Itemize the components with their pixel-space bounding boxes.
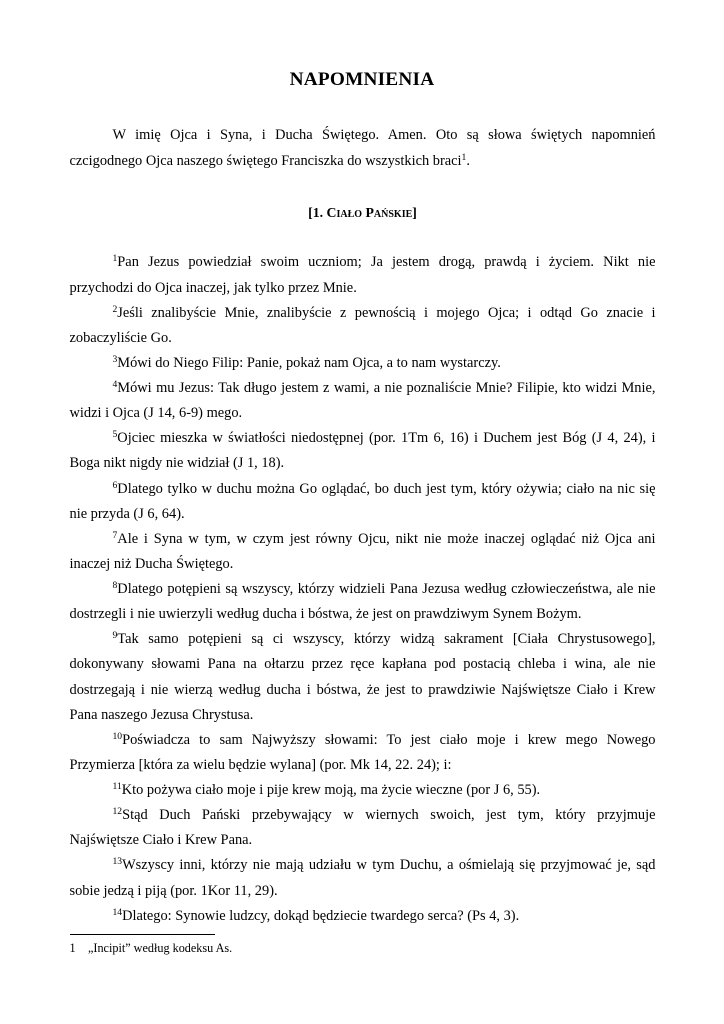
intro-paragraph [70,123,656,173]
line-text: dokonywany słowami Pana na ołtarzu przez ręce kapłana pod postacią chleba i wina, ale nie [69,656,656,673]
line-text: Mówi do Niego Filip: Panie, pokaż nam Ojca, a to nam wystarczy. [117,354,501,371]
paragraph-line [70,276,656,301]
paragraph-line [70,904,656,929]
paragraph-14 [70,904,656,929]
paragraph-line [70,426,656,451]
paragraph-line [70,326,656,351]
verse-number: 9 [112,630,118,642]
line-text: . [466,152,470,169]
verse-number: 11 [112,781,122,793]
line-text: Ojciec mieszka w światłości niedostępnej (por. 1Tm 6, 16) i Duchem jest Bóg (J 4, 24), i [117,430,656,447]
line-text: Dlatego: Synowie ludzcy, dokąd będziecie twardego serca? (Ps 4, 3). [122,907,520,924]
intro-line [70,149,656,174]
paragraph-line [70,678,656,703]
verse-number: 2 [112,303,118,315]
paragraph-line [70,301,656,326]
section-heading: [1. Ciało Pańskie] [308,205,417,221]
verse-number: 10 [112,730,123,742]
page-title: NAPOMNIENIA [289,69,435,90]
verse-number: 12 [112,806,123,818]
line-text: Wszyscy inni, którzy nie mają udziału w tym Duchu, a ośmielają się przyjmować je, sąd [122,857,656,874]
paragraph-line [70,652,656,677]
paragraph-6 [70,477,656,527]
paragraph-7 [70,527,656,577]
paragraph-line [70,627,656,652]
paragraph-line [70,527,656,552]
paragraph-line [70,552,656,577]
paragraph-line [70,778,656,803]
paragraph-13 [70,853,656,903]
paragraph-line [70,602,656,627]
line-text: Mówi mu Jezus: Tak długo jestem z wami, a nie poznaliście Mnie? Filipie, kto widzi Mnie, [117,380,656,397]
line-text: inaczej niż Ducha Świętego. [69,555,234,572]
line-text: przychodzi do Ojca inaczej, jak tylko przez Mnie. [69,279,357,296]
paragraph-line [70,250,656,275]
line-text: Poświadcza to sam Najwyższy słowami: To jest ciało moje i krew mego Nowego [122,731,656,748]
paragraph-line [70,502,656,527]
paragraph-1 [70,250,656,300]
line-text: Przymierza [która za wielu będzie wylana] (por. Mk 14, 22. 24); i: [69,756,452,773]
verse-number: 4 [112,379,118,391]
paragraph-line [70,728,656,753]
paragraph-line [70,577,656,602]
paragraph-line [70,477,656,502]
paragraph-5 [70,426,656,476]
line-text: Stąd Duch Pański przebywający w wiernych swoich, jest tym, który przyjmuje [122,807,656,824]
intro-line [70,123,656,148]
line-text: Pana naszego Jezusa Chrystusa. [69,706,254,723]
verse-number: 5 [112,429,118,441]
line-text: sobie jedzą i piją (por. 1Kor 11, 29). [69,882,278,899]
paragraph-12 [70,803,656,853]
verse-number: 7 [112,529,118,541]
paragraph-line [70,753,656,778]
line-text: Pan Jezus powiedział swoim uczniom; Ja jestem drogą, prawdą i życiem. Nikt nie [117,254,656,271]
line-text: dostrzegają i nie wierzą według ducha i bóstwa, że jest to prawdziwie Najświętsze Ciało i Krew [69,681,656,698]
verse-number: 1 [112,253,118,265]
paragraph-line [70,828,656,853]
line-text: Tak samo potępieni są ci wszyscy, którzy widzą sakrament [Ciała Chrystusowego], [117,631,656,648]
paragraph-line [70,803,656,828]
paragraph-line [70,853,656,878]
footnote-reference: 1 [461,151,467,163]
paragraph-3 [70,351,656,376]
paragraph-8 [70,577,656,627]
verse-number: 14 [112,906,123,918]
line-text: nie przyda (J 6, 64). [69,505,185,522]
footnote-text: „Incipit” według kodeksu As. [88,941,233,955]
paragraph-line [70,351,656,376]
line-text: czcigodnego Ojca naszego świętego Franciszka do wszystkich braci [69,152,462,169]
verse-number: 6 [112,479,118,491]
paragraph-10 [70,728,656,778]
line-text: W imię Ojca i Syna, i Ducha Świętego. Amen. Oto są słowa świętych napomnień [112,127,656,144]
footnote [70,941,656,955]
line-text: Ale i Syna w tym, w czym jest równy Ojcu, nikt nie może inaczej oglądać niż Ojca ani [117,530,656,547]
paragraph-line [70,376,656,401]
line-text: Boga nikt nigdy nie widział (J 1, 18). [69,455,285,472]
line-text: widzi i Ojca (J 14, 6-9) mego. [69,405,243,422]
paragraph-line [70,879,656,904]
footnote-number: 1 [69,941,76,955]
verse-number: 8 [112,580,118,592]
verse-number: 13 [112,856,123,868]
line-text: zobaczyliście Go. [69,329,172,346]
paragraph-11 [70,778,656,803]
footnote-separator [70,934,215,935]
paragraph-list [70,250,656,928]
line-text: Dlatego tylko w duchu można Go oglądać, bo duch jest tym, który ożywia; ciało na nic się [117,480,656,497]
paragraph-9 [70,627,656,728]
paragraph-line [70,401,656,426]
paragraph-line [70,451,656,476]
paragraph-2 [70,301,656,351]
verse-number: 3 [112,353,118,365]
line-text: dostrzegli i nie uwierzyli według ducha i bóstwa, że jest on prawdziwym Synem Bożym. [69,606,582,623]
line-text: Jeśli znalibyście Mnie, znalibyście z pewnością i mojego Ojca; i odtąd Go znacie i [117,304,656,321]
line-text: Najświętsze Ciało i Krew Pana. [69,832,253,849]
paragraph-line [70,703,656,728]
line-text: Dlatego potępieni są wszyscy, którzy widzieli Pana Jezusa według człowieczeństwa, ale nie [117,581,656,598]
line-text: Kto pożywa ciało moje i pije krew moją, ma życie wieczne (por J 6, 55). [121,782,541,799]
paragraph-4 [70,376,656,426]
